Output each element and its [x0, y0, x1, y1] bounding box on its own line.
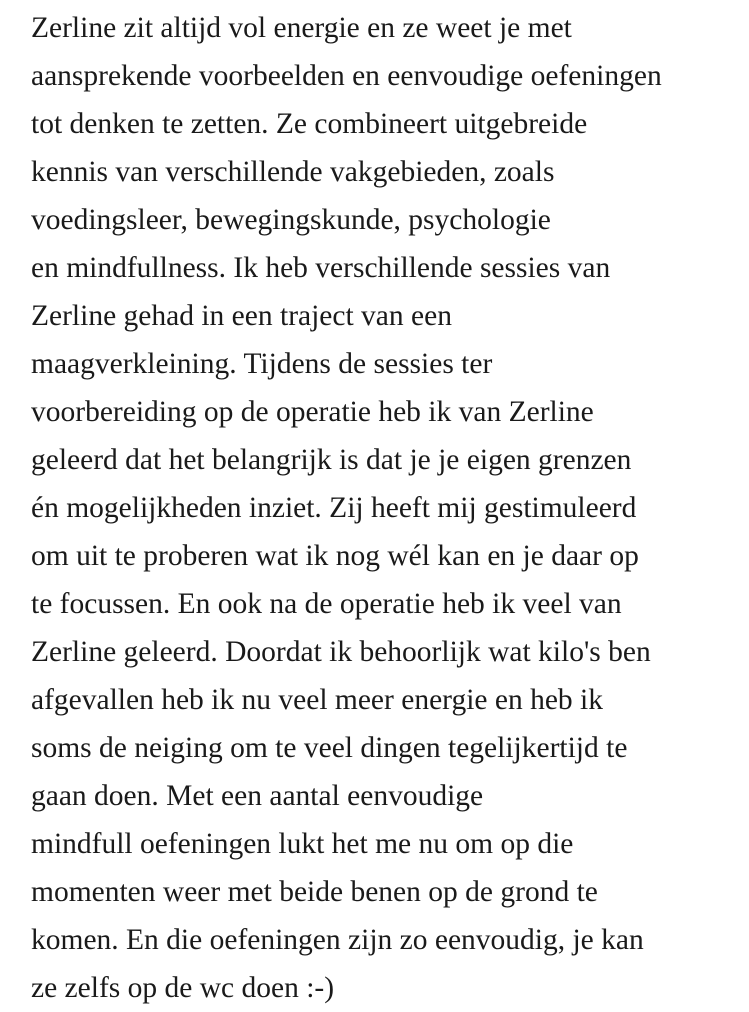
- text-line: te focussen. En ook na de operatie heb ik veel van: [31, 588, 622, 620]
- text-line: én mogelijkheden inziet. Zij heeft mij gestimuleerd: [31, 492, 637, 524]
- text-line: voedingsleer, bewegingskunde, psychologie: [31, 204, 551, 236]
- text-line: momenten weer met beide benen op de grond te: [31, 876, 598, 908]
- text-line: en mindfullness. Ik heb verschillende sessies van: [31, 252, 611, 284]
- text-line: kennis van verschillende vakgebieden, zoals: [31, 156, 555, 188]
- text-line: maagverkleining. Tijdens de sessies ter: [31, 348, 493, 380]
- text-line: Zerline zit altijd vol energie en ze weet je met: [31, 12, 572, 44]
- text-line: ze zelfs op de wc doen :-): [31, 972, 335, 1004]
- text-line: aansprekende voorbeelden en eenvoudige oefeningen: [31, 60, 662, 92]
- text-line: voorbereiding op de operatie heb ik van Zerline: [31, 396, 594, 428]
- testimonial-text: [31, 4, 746, 1012]
- text-line: soms de neiging om te veel dingen tegelijkertijd te: [31, 732, 628, 764]
- text-line: tot denken te zetten. Ze combineert uitgebreide: [31, 108, 588, 140]
- text-line: afgevallen heb ik nu veel meer energie en heb ik: [31, 684, 603, 716]
- text-line: geleerd dat het belangrijk is dat je je eigen grenzen: [31, 444, 632, 476]
- text-line: om uit te proberen wat ik nog wél kan en je daar op: [31, 540, 639, 572]
- text-line: Zerline geleerd. Doordat ik behoorlijk wat kilo's ben: [31, 636, 651, 668]
- text-line: gaan doen. Met een aantal eenvoudige: [31, 780, 484, 812]
- text-line: Zerline gehad in een traject van een: [31, 300, 452, 332]
- text-line: komen. En die oefeningen zijn zo eenvoudig, je kan: [31, 924, 644, 956]
- text-line: mindfull oefeningen lukt het me nu om op die: [31, 828, 574, 860]
